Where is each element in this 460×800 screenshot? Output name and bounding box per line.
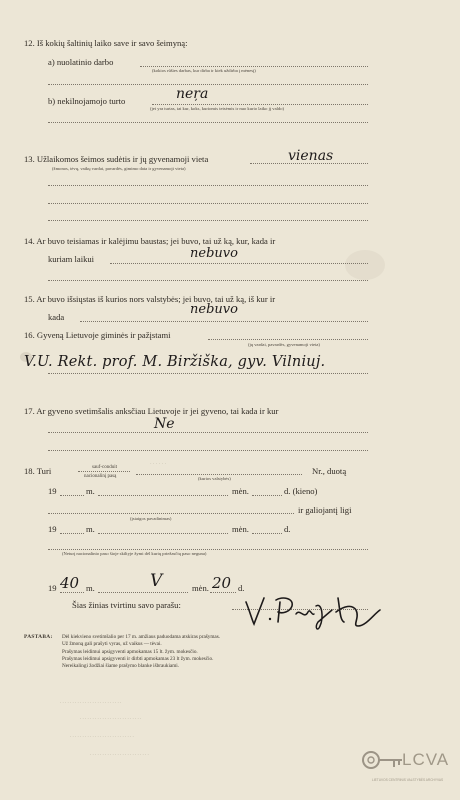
sig-year-prefix: 19 <box>48 583 57 593</box>
bleed-through: . . . . . . . . . . . . . . . . . . . . . . . . <box>90 752 149 757</box>
q18-country-line <box>136 474 302 475</box>
sig-year-line <box>60 592 84 593</box>
q18-validity: ir galiojantį ligi <box>298 505 352 515</box>
q18-passport-hint: nacionalinį pasą <box>84 474 117 479</box>
bleed-through: . . . . . . . . . . . . . . . . . . . . . . . . . . <box>70 734 134 739</box>
q14-line2: kuriam laikui <box>48 254 95 264</box>
q18-stamp: sauf-conduit <box>92 465 117 470</box>
archive-logo-subtitle: LIETUVOS CENTRINIS VALSTYBĖS ARCHYVAS <box>372 778 444 782</box>
q17-line1: 17. Ar gyveno svetimšalis anksčiau Lietuvoje ir jei gyveno, tai kada ir kur <box>24 406 279 416</box>
q15-line1: 15. Ar buvo išsiųstas iš kurios nors valstybės; jei buvo, tai už ką, iš kur ir <box>24 294 276 304</box>
q18-no-passport-note: (Neturį nacionalinio paso šioje skiltyje žymi dėl kurių priežasčių paso neguna) <box>62 551 207 556</box>
q18-stamp-rule <box>78 471 130 472</box>
sig-men: mėn. <box>192 583 209 593</box>
q18-m: m. <box>86 486 95 496</box>
q18-note-line <box>48 549 368 550</box>
q17-line <box>48 432 368 433</box>
sig-year-answer: 40 <box>60 574 80 592</box>
q13-line3 <box>48 203 368 204</box>
sig-month-answer: V <box>150 571 163 591</box>
q16-line2 <box>48 373 368 374</box>
q14-line2-rule <box>48 280 368 281</box>
q12-label: 12. Iš kokių šaltinių laiko save ir savo šeimyną: <box>24 38 188 48</box>
pastaba-line: Prašymas leidimui apsigyventi apmokamas 15 lt. žym. mokesčio. <box>62 648 198 655</box>
pastaba-line: Prašymas leidimui apsigyventi ir dirbti apmokamas 23 lt žym. mokesčio. <box>62 655 214 662</box>
q18-nr: Nr., duotą <box>312 466 347 476</box>
q12a-line <box>140 66 368 67</box>
bleed-through: . . . . . . . . . . . . . . . . . . . . . . . . . <box>80 716 142 721</box>
q18-institution-line <box>48 513 294 514</box>
key-icon <box>360 748 404 772</box>
q18-day2-line <box>252 533 282 534</box>
pastaba-line: Už žmoną gali prašyti vyras, už vaikus — tėvai. <box>62 641 162 648</box>
q18-d2: d. <box>284 524 291 534</box>
q18-year2-prefix: 19 <box>48 524 57 534</box>
sig-d: d. <box>238 583 245 593</box>
q13-line2 <box>48 185 368 186</box>
q18-year-prefix: 19 <box>48 486 57 496</box>
q18-year-line <box>60 495 84 496</box>
q13-label: 13. Užlaikomos šeimos sudėtis ir jų gyvenamoji vieta <box>24 154 209 164</box>
q18-institution-hint: (įstaigos pavadinimas) <box>130 516 172 521</box>
sig-month-line <box>98 592 188 593</box>
q18-turi: 18. Turi <box>24 466 52 476</box>
q14-answer: nebuvo <box>190 246 238 261</box>
q12b-label: b) nekilnojamojo turto <box>48 96 126 106</box>
sig-day-answer: 20 <box>212 574 232 592</box>
pastaba-line: Nereikalingi žodžiai šiame prašymo blanke išbraukiami. <box>62 663 179 670</box>
q12b-line2 <box>48 122 368 123</box>
sig-m: m. <box>86 583 95 593</box>
pastaba-label: PASTABA: <box>24 634 53 640</box>
q18-kieno: d. (kieno) <box>284 486 318 496</box>
q13-line <box>250 163 368 164</box>
q13-hint: (žmonos, tėvų, vaikų vardai, pavardės, gimimo data ir gyvenamoji vieta) <box>52 166 186 171</box>
q16-line <box>208 339 368 340</box>
q15-line2: kada <box>48 312 65 322</box>
q18-year2-line <box>60 533 84 534</box>
archive-logo-text: LCVA <box>402 750 450 769</box>
q16-hint: (jų vardai, pavardės, gyvenamoji vieta) <box>248 342 320 347</box>
q13-line4 <box>48 220 368 221</box>
q18-men2: mėn. <box>232 524 249 534</box>
sig-confirm: Šias žinias tvirtinu savo parašu: <box>72 600 181 610</box>
handwritten-signature <box>240 592 390 636</box>
q14-line <box>110 263 368 264</box>
q12b-answer: neŗa <box>176 86 209 102</box>
q12b-hint: (jei yra turtas, tai kur, koks, kuriomis teisėmis ir nuo kurio laiko jį valdo) <box>150 106 285 111</box>
q18-country-hint: (kurios valstybės) <box>198 476 231 481</box>
q16-answer: V.U. Rekt. prof. M. Biržiška, gyv. Vilniuj. <box>24 354 326 370</box>
q18-month-line <box>98 495 228 496</box>
q14-line1: 14. Ar buvo teisiamas ir kalėjimu baustas; jei buvo, tai už ką, kur, kada ir <box>24 236 276 246</box>
q15-answer: nebuvo <box>190 302 238 317</box>
q16-label: 16. Gyveną Lietuvoje giminės ir pažįstami <box>24 330 171 340</box>
q12a-hint: (kokios rūšies darbas, kur dirba ir kiek uždirba į mėnesį) <box>152 68 256 73</box>
pastaba-notes <box>62 634 220 670</box>
q18-month2-line <box>98 533 228 534</box>
faint-bleed: · · · · · · <box>150 462 167 467</box>
q17-answer: Ne <box>154 416 175 432</box>
bleed-through: . . . . . . . . . . . . . . . . . . . . . . . . . <box>60 700 122 705</box>
q15-line <box>80 321 368 322</box>
q12a-label: a) nuolatinio darbo <box>48 57 114 67</box>
stain <box>345 250 385 280</box>
pastaba-line: Dėl kiekvieno svetimšalio per 17 m. amžiaus paduodama atskiras prašymas. <box>62 634 221 640</box>
q12a-line2 <box>48 84 368 85</box>
sig-day-line <box>210 592 236 593</box>
q18-m2: m. <box>86 524 95 534</box>
q13-answer: vienas <box>288 148 334 164</box>
q18-men: mėn. <box>232 486 249 496</box>
q18-day-line <box>252 495 282 496</box>
q17-line2 <box>48 450 368 451</box>
q12b-line <box>152 104 368 105</box>
